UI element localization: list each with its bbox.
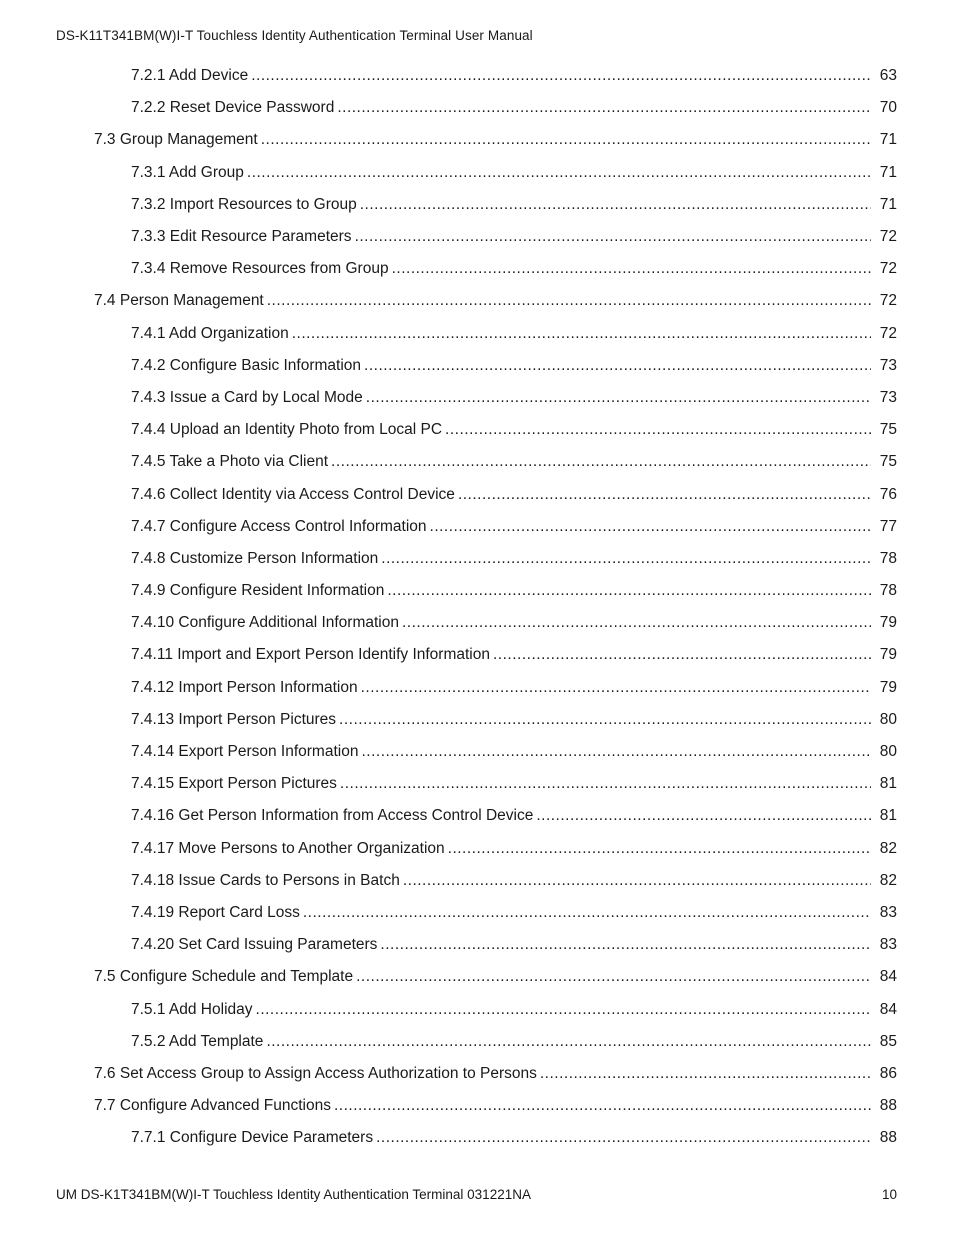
toc-entry-label[interactable]: 7.4.7 Configure Access Control Information [131, 517, 427, 535]
toc-entry-page[interactable]: 72 [879, 292, 897, 310]
toc-leader-dots [448, 840, 871, 858]
toc-entry-label[interactable]: 7.3.1 Add Group [131, 163, 244, 181]
toc-leader-dots [292, 325, 871, 343]
toc-entry-label[interactable]: 7.4.1 Add Organization [131, 324, 289, 342]
toc-entry-page[interactable]: 88 [879, 1129, 897, 1147]
toc-leader-dots [402, 614, 871, 632]
toc-leader-dots [536, 807, 871, 825]
toc-entry-page[interactable]: 83 [879, 903, 897, 921]
toc-entry-page[interactable]: 73 [879, 388, 897, 406]
toc-entry[interactable] [0, 414, 954, 446]
toc-entry-page[interactable]: 83 [879, 936, 897, 954]
toc-entry[interactable] [0, 446, 954, 478]
toc-leader-dots [458, 486, 871, 504]
toc-entry-page[interactable]: 71 [879, 195, 897, 213]
toc-leader-dots [303, 904, 871, 922]
toc-entry-label[interactable]: 7.4.4 Upload an Identity Photo from Local PC [131, 421, 443, 439]
toc-entry[interactable] [0, 768, 954, 800]
toc-leader-dots [381, 550, 871, 568]
toc-entry-page[interactable]: 71 [879, 131, 897, 149]
toc-entry[interactable] [0, 1090, 954, 1122]
toc-entry-label[interactable]: 7.2.2 Reset Device Password [131, 99, 335, 117]
toc-entry-label[interactable]: 7.3.3 Edit Resource Parameters [131, 228, 352, 246]
toc-entry-page[interactable]: 79 [879, 614, 897, 632]
toc-entry-label[interactable]: 7.4.9 Configure Resident Information [131, 582, 385, 600]
toc-leader-dots [493, 646, 871, 664]
toc-entry-label[interactable]: 7.2.1 Add Device [131, 67, 249, 85]
toc-entry[interactable] [0, 929, 954, 961]
toc-entry[interactable] [0, 1122, 954, 1154]
toc-entry-page[interactable]: 79 [879, 678, 897, 696]
toc-entry-label[interactable]: 7.4.16 Get Person Information from Access Control Device [131, 807, 534, 825]
toc-entry[interactable] [0, 607, 954, 639]
page-footer [56, 1187, 897, 1202]
toc-entry-page[interactable]: 72 [879, 324, 897, 342]
toc-entry-label[interactable]: 7.5.1 Add Holiday [131, 1000, 253, 1018]
toc-entry-page[interactable]: 82 [879, 839, 897, 857]
toc-entry-page[interactable]: 82 [879, 871, 897, 889]
toc-entry[interactable] [0, 253, 954, 285]
toc-entry-label[interactable]: 7.7.1 Configure Device Parameters [131, 1129, 374, 1147]
toc-entry[interactable] [0, 543, 954, 575]
toc-entry-page[interactable]: 71 [879, 163, 897, 181]
toc-entry-label[interactable]: 7.4.14 Export Person Information [131, 743, 359, 761]
toc-leader-dots [392, 260, 871, 278]
toc-leader-dots [340, 775, 871, 793]
footer-document-id: UM DS-K1T341BM(W)I-T Touchless Identity Authentication Terminal 031221NA [56, 1187, 531, 1202]
toc-entry[interactable] [0, 993, 954, 1025]
toc-entry[interactable] [0, 1058, 954, 1090]
toc-entry-label[interactable]: 7.4.11 Import and Export Person Identify Information [131, 646, 490, 664]
toc-entry-page[interactable]: 84 [879, 968, 897, 986]
toc-leader-dots [266, 1033, 871, 1051]
toc-entry-page[interactable]: 76 [879, 485, 897, 503]
toc-entry[interactable] [0, 189, 954, 221]
toc-entry-page[interactable]: 85 [879, 1032, 897, 1050]
toc-leader-dots [366, 389, 871, 407]
toc-entry-label[interactable]: 7.4.15 Export Person Pictures [131, 775, 337, 793]
toc-entry[interactable] [0, 157, 954, 189]
toc-entry-label[interactable]: 7.4.6 Collect Identity via Access Control Device [131, 485, 455, 503]
toc-entry[interactable] [0, 350, 954, 382]
toc-leader-dots [339, 711, 871, 729]
toc-entry-label[interactable]: 7.4.3 Issue a Card by Local Mode [131, 388, 363, 406]
toc-entry-page[interactable]: 72 [879, 260, 897, 278]
toc-entry-label[interactable]: 7.5 Configure Schedule and Template [94, 968, 354, 986]
toc-entry-page[interactable]: 78 [879, 549, 897, 567]
footer-page-number: 10 [881, 1187, 897, 1202]
toc-entry-label[interactable]: 7.4.19 Report Card Loss [131, 903, 300, 921]
toc-leader-dots [380, 936, 871, 954]
toc-entry[interactable] [0, 575, 954, 607]
toc-entry-label[interactable]: 7.7 Configure Advanced Functions [94, 1097, 331, 1115]
toc-entry[interactable] [0, 221, 954, 253]
toc-entry[interactable] [0, 60, 954, 92]
toc-entry-label[interactable]: 7.4.20 Set Card Issuing Parameters [131, 936, 378, 954]
toc-entry-page[interactable]: 80 [879, 743, 897, 761]
toc-leader-dots [331, 453, 871, 471]
toc-entry-page[interactable]: 78 [879, 582, 897, 600]
toc-leader-dots [251, 67, 871, 85]
toc-leader-dots [540, 1065, 871, 1083]
toc-leader-dots [337, 99, 871, 117]
toc-entry[interactable] [0, 639, 954, 671]
toc-leader-dots [376, 1129, 871, 1147]
toc-entry-page[interactable]: 88 [879, 1097, 897, 1115]
toc-entry[interactable] [0, 124, 954, 156]
toc-entry-page[interactable]: 86 [879, 1064, 897, 1082]
toc-leader-dots [430, 518, 871, 536]
toc-entry-page[interactable]: 84 [879, 1000, 897, 1018]
toc-entry-page[interactable]: 75 [879, 453, 897, 471]
toc-entry-page[interactable]: 81 [879, 775, 897, 793]
toc-leader-dots [356, 968, 871, 986]
toc-leader-dots [360, 196, 871, 214]
toc-entry[interactable] [0, 672, 954, 704]
toc-entry[interactable] [0, 478, 954, 510]
toc-entry-page[interactable]: 72 [879, 228, 897, 246]
toc-entry[interactable] [0, 285, 954, 317]
page-header: DS-K11T341BM(W)I-T Touchless Identity Authentication Terminal User Manual [56, 28, 533, 43]
toc-entry-page[interactable]: 77 [879, 517, 897, 535]
toc-entry-label[interactable]: 7.3.4 Remove Resources from Group [131, 260, 389, 278]
toc-entry-page[interactable]: 81 [879, 807, 897, 825]
toc-leader-dots [364, 357, 871, 375]
toc-leader-dots [247, 164, 871, 182]
toc-entry[interactable] [0, 865, 954, 897]
toc-leader-dots [334, 1097, 871, 1115]
toc-leader-dots [445, 421, 871, 439]
table-of-contents [0, 60, 954, 1154]
toc-entry-label[interactable]: 7.4.13 Import Person Pictures [131, 710, 337, 728]
toc-entry-label[interactable]: 7.4.18 Issue Cards to Persons in Batch [131, 871, 400, 889]
toc-entry-label[interactable]: 7.3 Group Management [94, 131, 258, 149]
toc-entry-label[interactable]: 7.4.2 Configure Basic Information [131, 356, 362, 374]
toc-entry[interactable] [0, 1026, 954, 1058]
toc-entry-page[interactable]: 75 [879, 421, 897, 439]
toc-entry-label[interactable]: 7.4.8 Customize Person Information [131, 549, 379, 567]
toc-entry[interactable] [0, 382, 954, 414]
toc-entry-label[interactable]: 7.4.12 Import Person Information [131, 678, 358, 696]
toc-entry-label[interactable]: 7.5.2 Add Template [131, 1032, 264, 1050]
toc-entry[interactable] [0, 736, 954, 768]
toc-entry-page[interactable]: 63 [879, 67, 897, 85]
toc-entry-page[interactable]: 70 [879, 99, 897, 117]
toc-entry[interactable] [0, 511, 954, 543]
toc-entry-label[interactable]: 7.3.2 Import Resources to Group [131, 195, 357, 213]
toc-leader-dots [256, 1001, 871, 1019]
toc-leader-dots [267, 292, 871, 310]
toc-entry[interactable] [0, 704, 954, 736]
toc-entry[interactable] [0, 800, 954, 832]
toc-entry-label[interactable]: 7.4.10 Configure Additional Information [131, 614, 399, 632]
toc-leader-dots [355, 228, 871, 246]
toc-entry-page[interactable]: 73 [879, 356, 897, 374]
toc-entry-page[interactable]: 79 [879, 646, 897, 664]
toc-entry[interactable] [0, 92, 954, 124]
toc-entry[interactable] [0, 961, 954, 993]
toc-entry-label[interactable]: 7.4.5 Take a Photo via Client [131, 453, 329, 471]
toc-entry[interactable] [0, 318, 954, 350]
toc-entry-label[interactable]: 7.4 Person Management [94, 292, 264, 310]
toc-entry[interactable] [0, 897, 954, 929]
toc-entry[interactable] [0, 833, 954, 865]
toc-entry-page[interactable]: 80 [879, 710, 897, 728]
toc-leader-dots [361, 679, 871, 697]
toc-leader-dots [403, 872, 871, 890]
toc-leader-dots [387, 582, 871, 600]
toc-entry-label[interactable]: 7.4.17 Move Persons to Another Organization [131, 839, 445, 857]
toc-leader-dots [261, 131, 871, 149]
toc-leader-dots [361, 743, 871, 761]
toc-entry-label[interactable]: 7.6 Set Access Group to Assign Access Authorization to Persons [94, 1064, 537, 1082]
